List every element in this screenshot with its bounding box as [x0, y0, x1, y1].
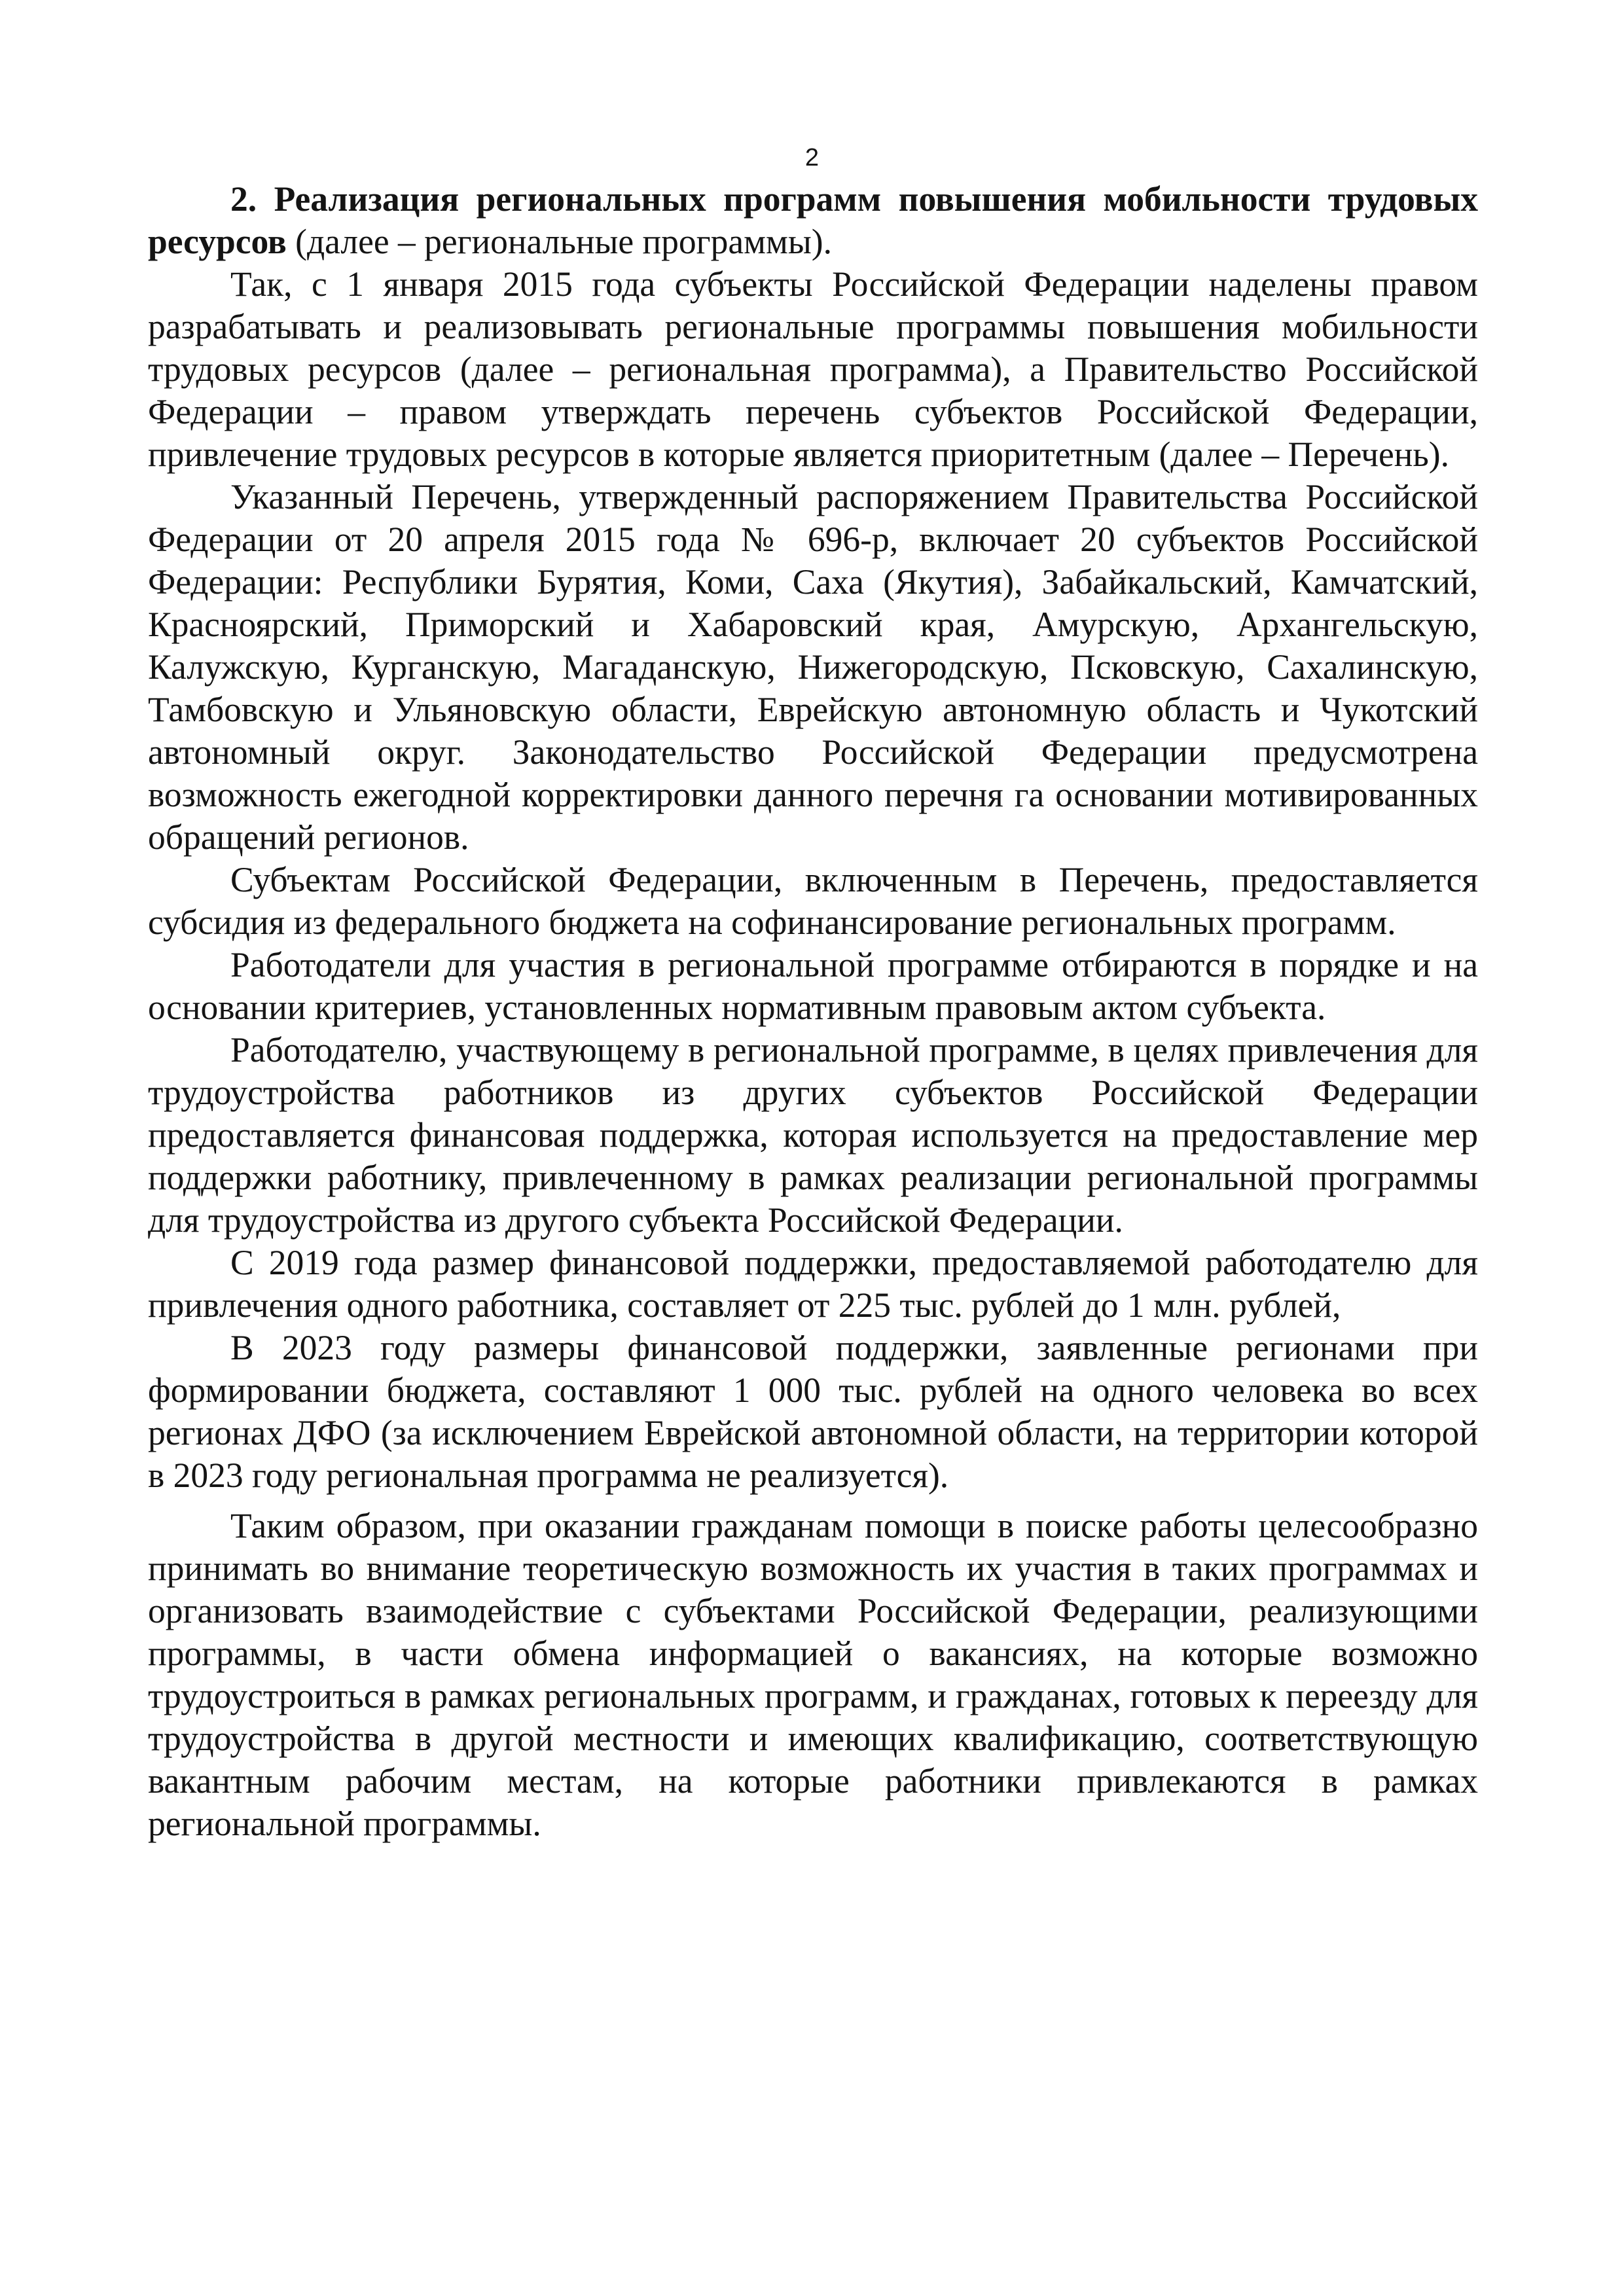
section-heading-note: (далее – региональные программы). — [286, 222, 832, 261]
page-number: 2 — [804, 144, 820, 171]
paragraph-conclusion: Таким образом, при оказании гражданам помощи в поиске работы целесообразно принимать во внимание теоретическую возможность их участия в таких программах и организовать взаимодействие с субъектами Российской Федерации, реализующими программы, в части обмена информацией о вакансиях, на которые возможно трудоустроиться в рамках региональных программ, и гражданах, готовых к переезду для трудоустройства в другой местности и имеющих квалификацию, соответствующую вакантным рабочим местам, на которые работники привлекаются в рамках региональной программы. — [148, 1506, 1478, 1843]
paragraph-support-amount-2023: В 2023 году размеры финансовой поддержки, заявленные регионами при формировании бюджета, составляют 1 000 тыс. рублей на одного человека во всех регионах ДФО (за исключением Еврейской автономной области, на территории которой в 2023 году региональная программа не реализуется). — [148, 1328, 1478, 1495]
paragraph-financial-support: Работодателю, участвующему в региональной программе, в целях привлечения для трудоустройства работников из других субъектов Российской Федерации предоставляется финансовая поддержка, которая используется на предоставление мер поддержки работнику, привлеченному в рамках реализации региональной программы для трудоустройства из другого субъекта Российской Федерации. — [148, 1030, 1478, 1240]
paragraph-list-of-regions: Указанный Перечень, утвержденный распоряжением Правительства Российской Федерации от 20 апреля 2015 года № 696-р, включает 20 субъектов Российской Федерации: Республики Бурятия, Коми, Саха (Якутия), Забайкальский, Камчатский, Красноярский, Приморский и Хабаровский края, Амурскую, Архангельскую, Калужскую, Курганскую, Магаданскую, Нижегородскую, Псковскую, Сахалинскую, Тамбовскую и Ульяновскую области, Еврейскую автономную область и Чукотский автономный округ. Законодательство Российской Федерации предусмотрена возможность ежегодной корректировки данного перечня га основании мотивированных обращений регионов. — [148, 477, 1478, 857]
section-heading — [148, 178, 1478, 263]
paragraph-employer-selection: Работодатели для участия в региональной программе отбираются в порядке и на основании критериев, установленных нормативным правовым актом субъекта. — [148, 945, 1478, 1027]
paragraph-right-to-programs: Так, с 1 января 2015 года субъекты Российской Федерации наделены правом разрабатывать и реализовывать региональные программы повышения мобильности трудовых ресурсов (далее – региональная программа), а Правительство Российской Федерации – правом утверждать перечень субъектов Российской Федерации, привлечение трудовых ресурсов в которые является приоритетным (далее – Перечень). — [148, 264, 1478, 474]
paragraph-subsidy: Субъектам Российской Федерации, включенным в Перечень, предоставляется субсидия из федерального бюджета на софинансирование региональных программ. — [148, 860, 1478, 942]
paragraph-support-amount-2019: С 2019 года размер финансовой поддержки, предоставляемой работодателю для привлечения одного работника, составляет от 225 тыс. рублей до 1 млн. рублей, — [148, 1243, 1478, 1325]
section-heading-bold: 2. Реализация региональных программ повышения мобильности трудовых ресурсов — [148, 179, 1478, 261]
document-body — [148, 178, 1478, 1845]
